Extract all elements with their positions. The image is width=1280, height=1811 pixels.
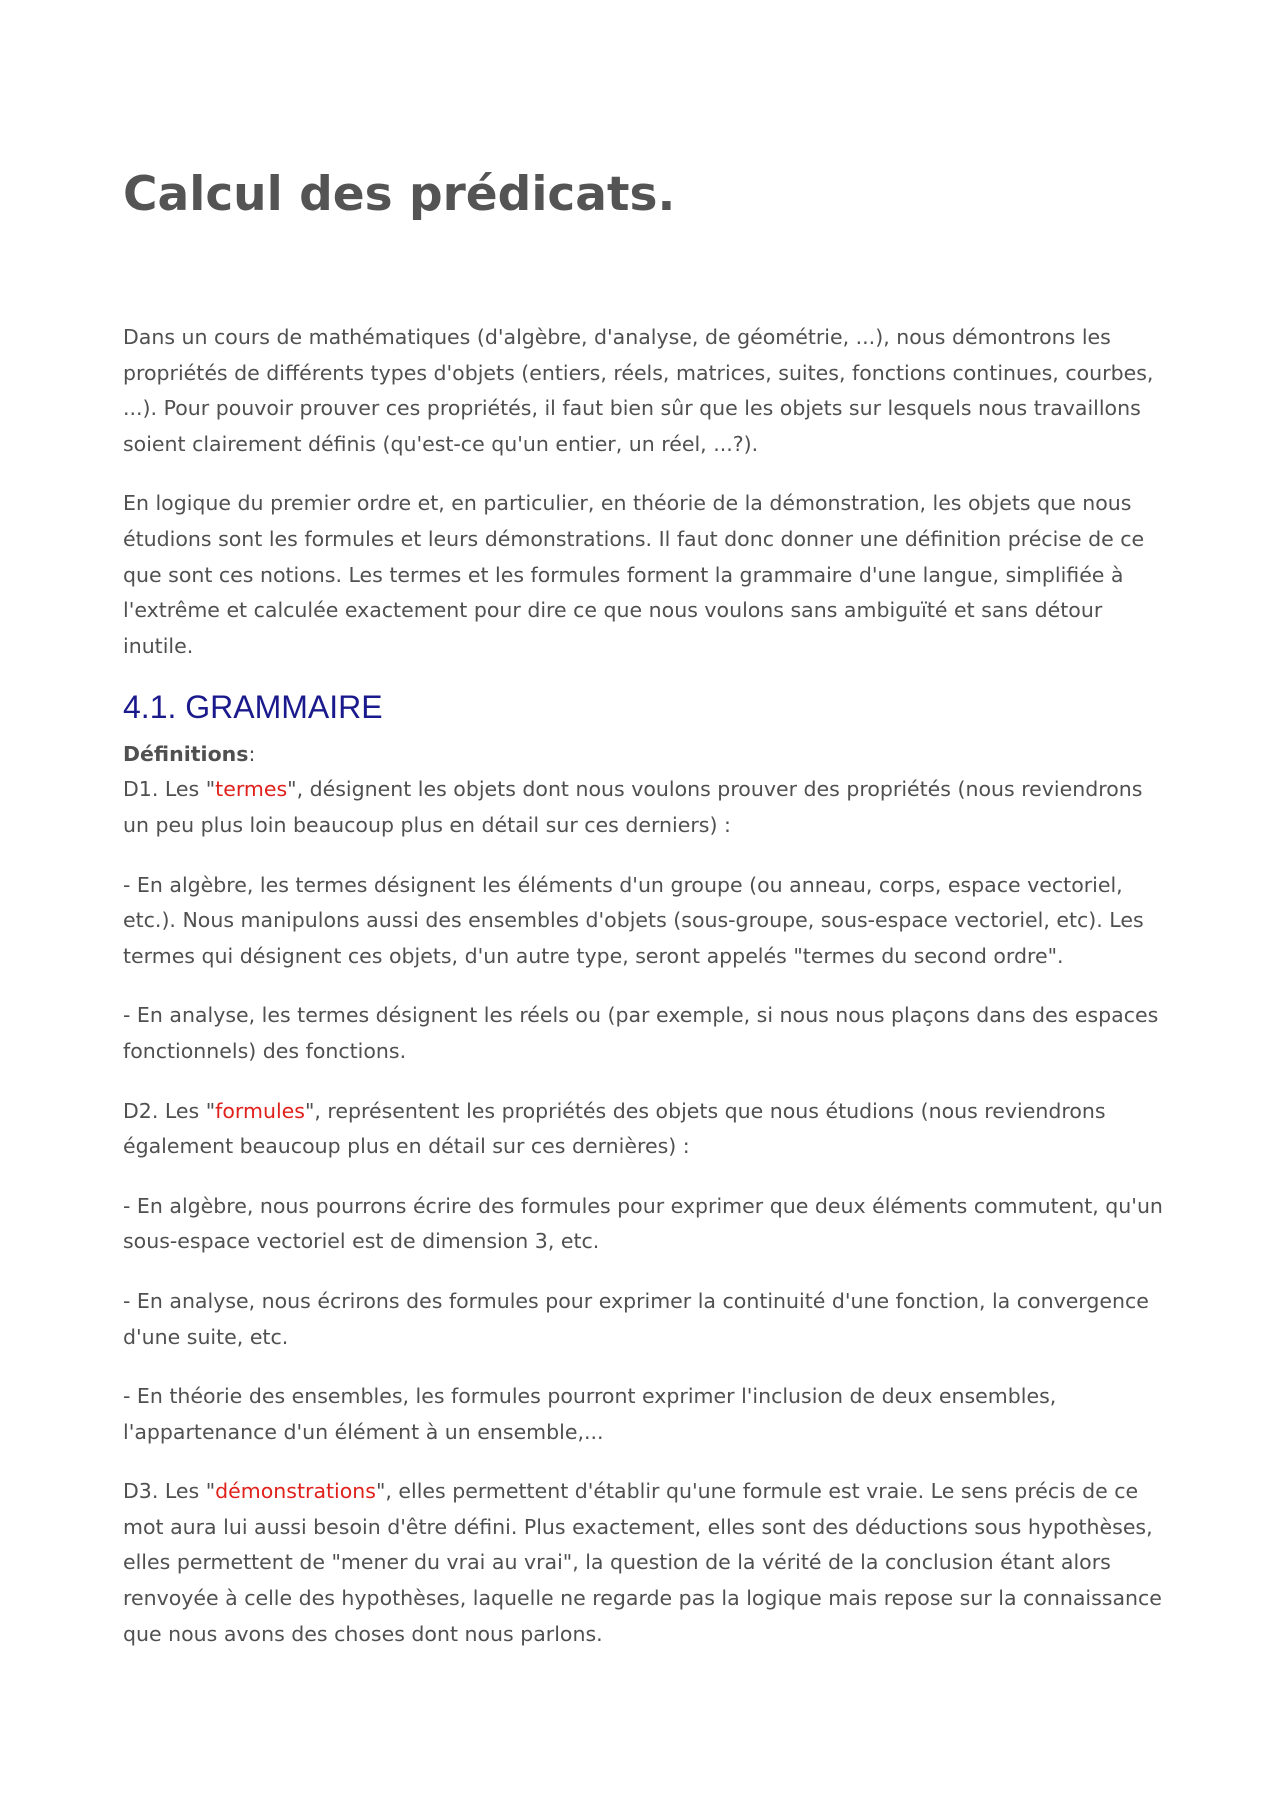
document-page: [123, 168, 1168, 1676]
d2-prefix: D2. Les ": [123, 1098, 216, 1123]
definitions-colon: :: [248, 741, 256, 766]
d3-rest: ", elles permettent d'établir qu'une formule est vraie. Le sens précis de ce mot aura lui aussi besoin d'être défini. Plus exactement, elles sont des déductions sous hypothèses, elles permettent de "mener du vrai au vrai", la question de la vérité de la conclusion étant alors renvoyée à celle des hypothèses, laquelle ne regarde pas la logique mais repose sur la connaissance que nous avons des choses dont nous parlons.: [123, 1479, 1162, 1646]
d2-item-analysis: - En analyse, nous écrirons des formules pour exprimer la continuité d'une fonction, la convergence d'une suite, etc.: [123, 1288, 1149, 1349]
intro-paragraph-1: Dans un cours de mathématiques (d'algèbre, d'analyse, de géométrie, ...), nous démontrons les propriétés de différents types d'objets (entiers, réels, matrices, suites, fonctions continues, courbes, ...). Pour pouvoir prouver ces propriétés, il faut bien sûr que les objets sur lesquels nous travaillons soient clairement définis (qu'est-ce qu'un entier, un réel, ...?).: [123, 325, 1154, 456]
definitions-label-text: Définitions: [123, 741, 249, 766]
d1-item-algebra: - En algèbre, les termes désignent les éléments d'un groupe (ou anneau, corps, espace vectoriel, etc.). Nous manipulons aussi des ensembles d'objets (sous-groupe, sous-espace vectoriel, etc). Les termes qui désignent ces objets, d'un autre type, seront appelés "termes du second ordre".: [123, 872, 1144, 968]
d2-term: formules: [215, 1098, 305, 1123]
d3-prefix: D3. Les ": [123, 1479, 216, 1504]
definition-d1: [123, 772, 1168, 843]
d3-term: démonstrations: [215, 1479, 376, 1504]
intro-paragraph-2: En logique du premier ordre et, en particulier, en théorie de la démonstration, les objets que nous étudions sont les formules et leurs démonstrations. Il faut donc donner une définition précise de ce que sont ces notions. Les termes et les formules forment la grammaire d'une langue, simplifiée à l'extrême et calculée exactement pour dire ce que nous voulons sans ambiguïté et sans détour inutile.: [123, 491, 1145, 658]
d1-prefix: D1. Les ": [123, 777, 216, 802]
definition-d2: [123, 1094, 1168, 1165]
d1-term: termes: [215, 777, 288, 802]
d1-rest: ", désignent les objets dont nous voulons prouver des propriétés (nous reviendrons un peu plus loin beaucoup plus en détail sur ces derniers) :: [123, 777, 1143, 837]
section-heading: 4.1. GRAMMAIRE: [123, 689, 383, 726]
definition-d3: [123, 1474, 1168, 1652]
d2-rest: ", représentent les propriétés des objets que nous étudions (nous reviendrons également beaucoup plus en détail sur ces dernières) :: [123, 1098, 1106, 1159]
definitions-label: [123, 737, 1168, 773]
d2-item-algebra: - En algèbre, nous pourrons écrire des formules pour exprimer que deux éléments commutent, qu'un sous-espace vectoriel est de dimension 3, etc.: [123, 1193, 1163, 1254]
page-title: Calcul des prédicats.: [123, 167, 676, 222]
d1-item-analysis: - En analyse, les termes désignent les réels ou (par exemple, si nous nous plaçons dans des espaces fonctionnels) des fonctions.: [123, 1003, 1159, 1063]
d2-item-set-theory: - En théorie des ensembles, les formules pourront exprimer l'inclusion de deux ensembles, l'appartenance d'un élément à un ensemble,...: [123, 1384, 1057, 1444]
